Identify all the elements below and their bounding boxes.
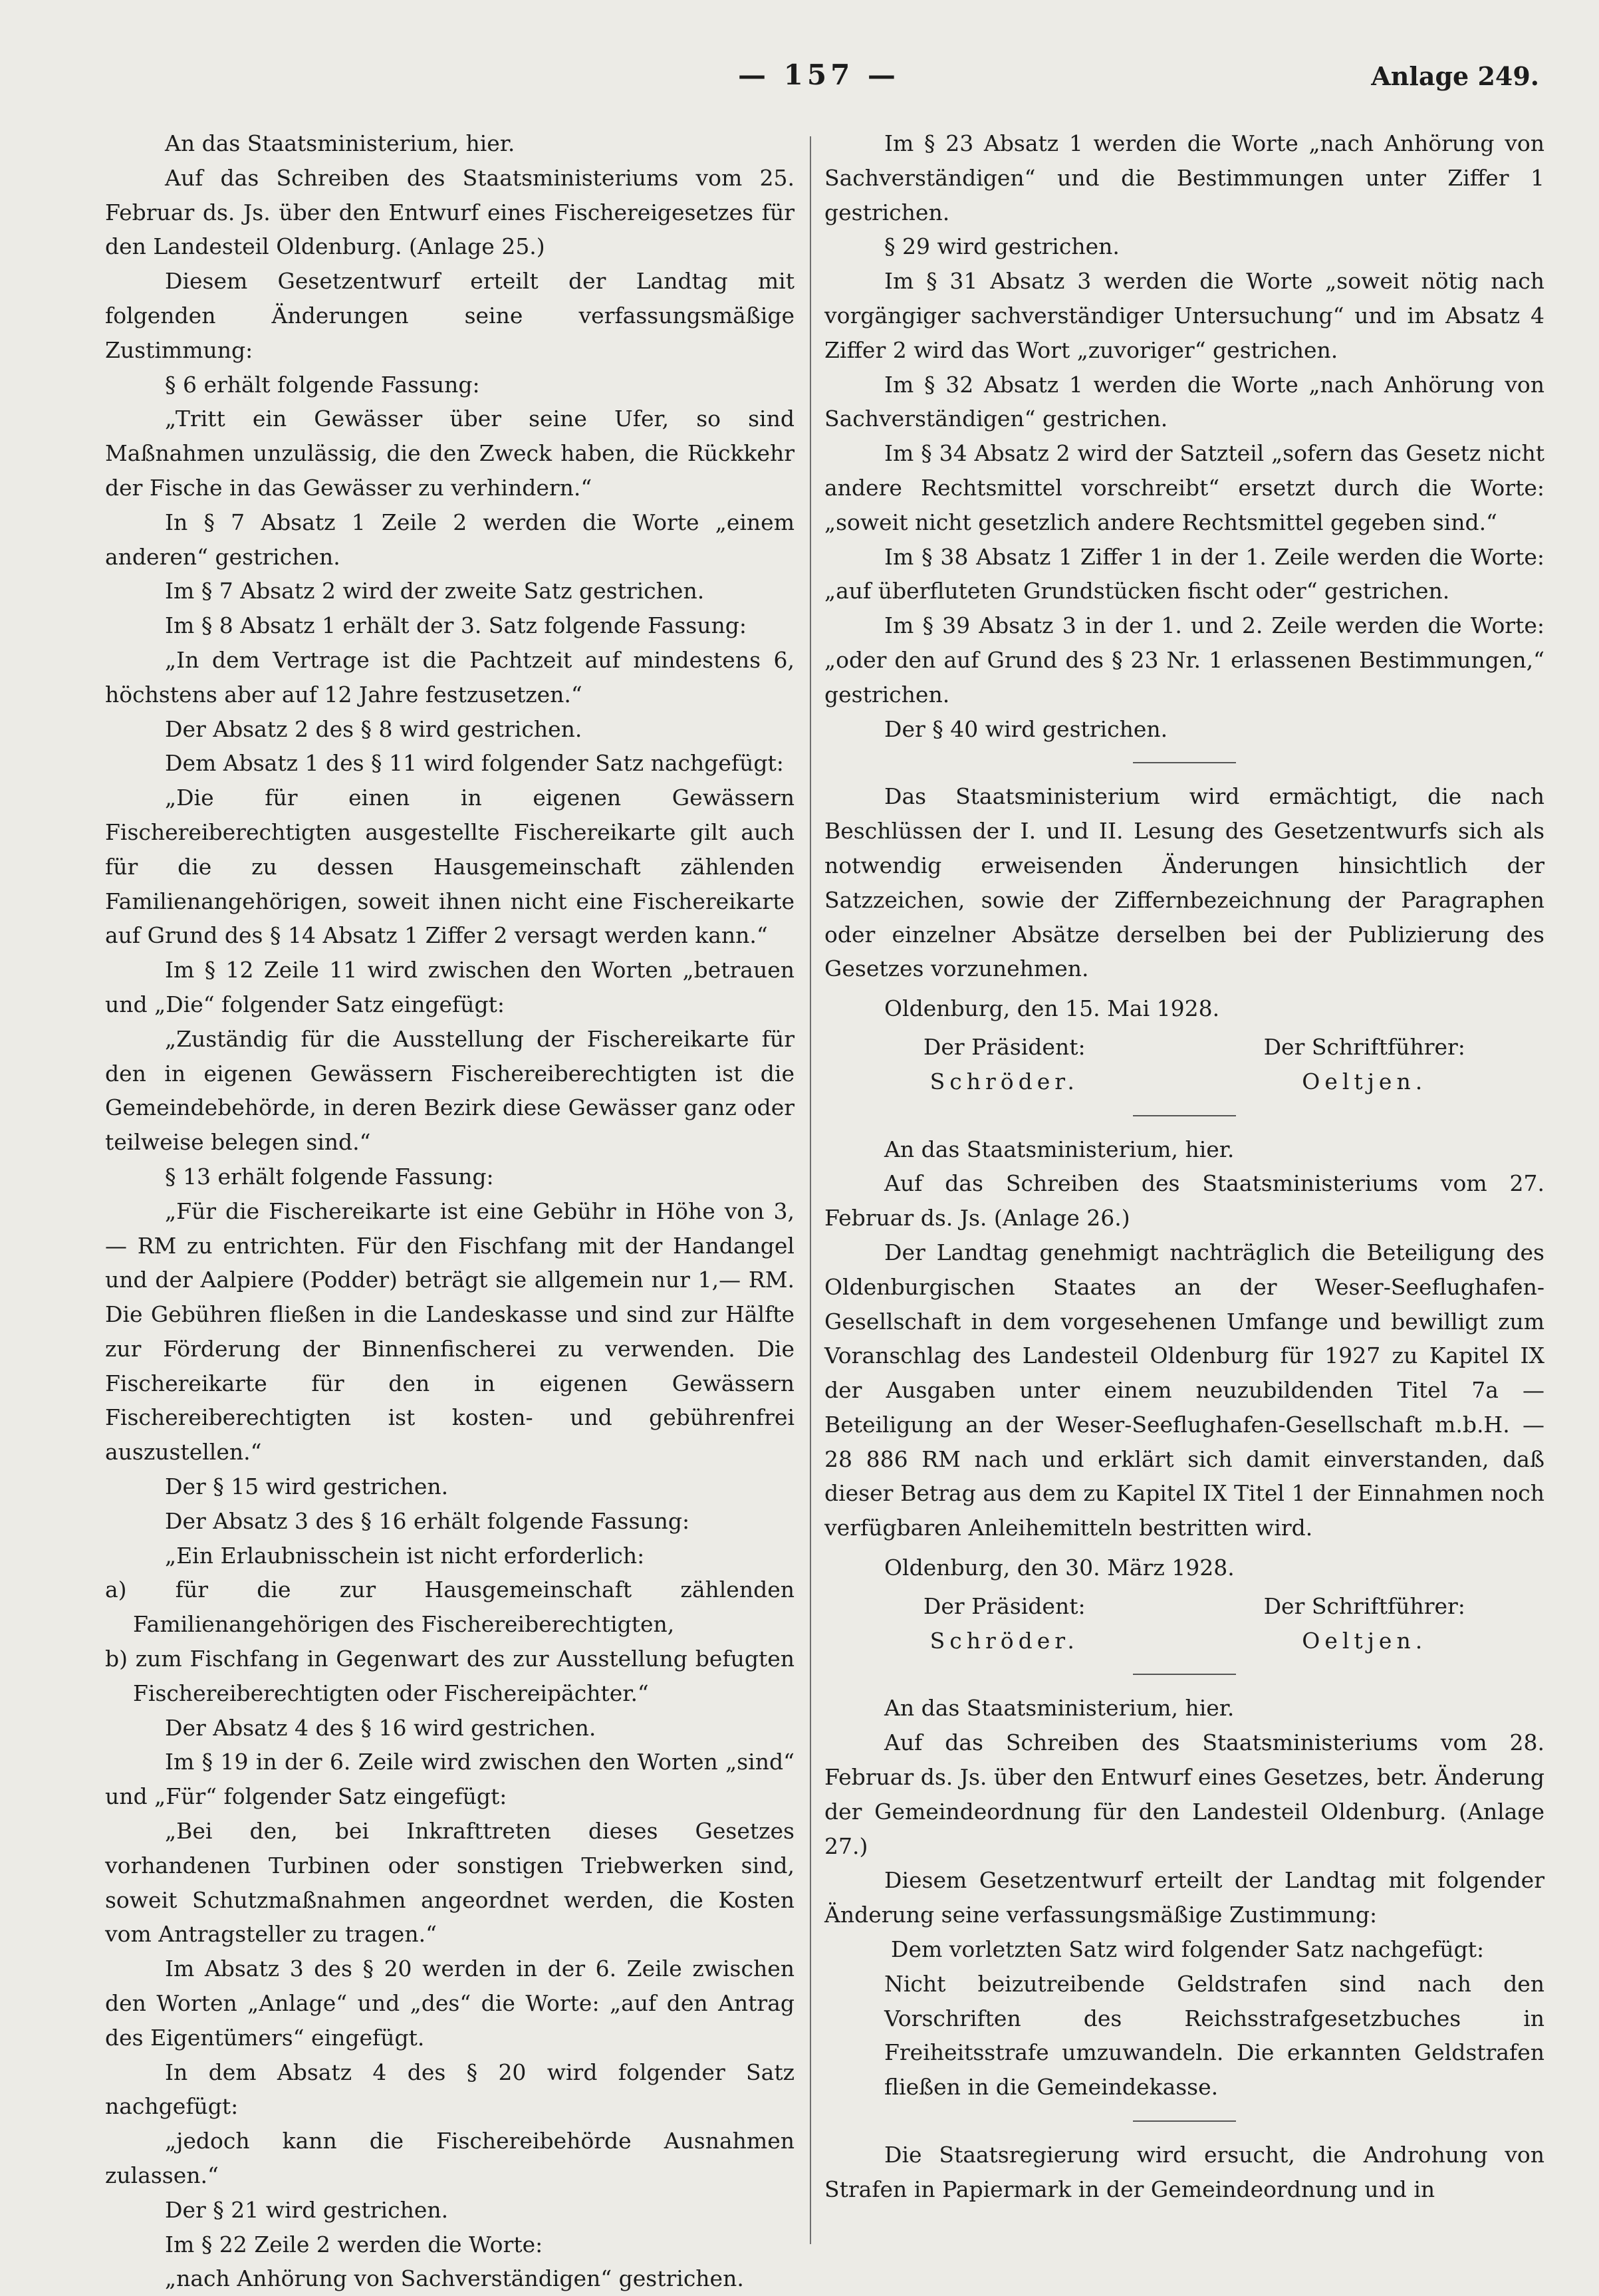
section-separator (1133, 1674, 1236, 1675)
paragraph: Der Landtag genehmigt nachträglich die Beteiligung des Oldenburgischen Staates an der Weser-Seeflughafen-Gesellschaft in dem vorgesehenen Umfange und bewilligt zum Voranschlag des Landesteil Oldenburg für 1927 zu Kapitel IX der Ausgaben unter einem neuzubildenden Titel 7a — Beteiligung an der Weser-Seeflughafen-Gesellschaft m.b.H. — 28 886 RM nach und erklärt sich damit einverstanden, daß dieser Betrag aus dem zu Kapitel IX Titel 1 der Einnahmen noch verfügbaren Anleihemitteln bestritten wird. (824, 1239, 1544, 1541)
quoted-text: „Bei den, bei Inkrafttreten dieses Gesetzes vorhandenen Turbinen oder sonstigen Triebwerken sind, soweit Schutzmaßnahmen angeordnet werden, die Kosten vom Antragsteller zu tragen.“ (105, 1818, 795, 1948)
paragraph: Der § 15 wird gestrichen. (165, 1473, 449, 1500)
quoted-text: „In dem Vertrage ist die Pachtzeit auf mindestens 6, höchstens aber auf 12 Jahre festzusetzen.“ (105, 646, 795, 707)
president-signature (842, 1030, 1166, 1099)
quoted-text: „Ein Erlaubnisschein ist nicht erforderlich: (165, 1542, 645, 1569)
page-header (0, 59, 1599, 105)
appendix-label: Anlage 249. (1371, 61, 1539, 91)
paragraph: In dem Absatz 4 des § 20 wird folgender Satz nachgefügt: (105, 2059, 795, 2120)
address-line: An das Staatsministerium, hier. (884, 1136, 1235, 1162)
list-item: a) für die zur Hausgemeinschaft zählenden Familienangehörigen des Fischereiberechtigten, (105, 1577, 795, 1638)
list-item: b) zum Fischfang in Gegenwart des zur Ausstellung befugten Fischereiberechtigten oder Fischereipächter.“ (105, 1646, 795, 1706)
paragraph: § 29 wird gestrichen. (884, 233, 1120, 260)
paragraph: Im § 7 Absatz 2 wird der zweite Satz gestrichen. (165, 578, 705, 604)
quoted-text: „jedoch kann die Fischereibehörde Ausnahmen zulassen.“ (105, 2128, 795, 2189)
left-column (105, 126, 795, 2296)
paragraph: Im § 19 in der 6. Zeile wird zwischen den Worten „sind“ und „Für“ folgender Satz eingefügt: (105, 1749, 795, 1810)
paragraph: Im § 22 Zeile 2 werden die Worte: (165, 2231, 543, 2257)
signature-block (824, 1589, 1544, 1658)
president-signature (842, 1589, 1166, 1658)
quoted-text: „Tritt ein Gewässer über seine Ufer, so sind Maßnahmen unzulässig, die den Zweck haben, die Rückkehr der Fische in das Gewässer zu verhindern.“ (105, 406, 795, 501)
paragraph: Der § 21 wird gestrichen. (165, 2196, 449, 2223)
paragraph: Das Staatsministerium wird ermächtigt, die nach Beschlüssen der I. und II. Lesung des Gesetzentwurfs sich als notwendig erweisenden Änderungen hinsichtlich der Satzzeichen, sowie der Ziffernbezeichnung der Paragraphen oder einzelner Absätze derselben bei der Publizierung des Gesetzes vorzunehmen. (824, 783, 1544, 982)
paragraph: Auf das Schreiben des Staatsministeriums vom 27. Februar ds. Js. (Anlage 26.) (824, 1170, 1544, 1231)
paragraph: Der Absatz 3 des § 16 erhält folgende Fassung: (165, 1507, 690, 1534)
address-line: An das Staatsministerium, hier. (884, 1695, 1235, 1722)
paragraph: Im § 23 Absatz 1 werden die Worte „nach Anhörung von Sachverständigen“ und die Bestimmungen unter Ziffer 1 gestrichen. (824, 130, 1544, 225)
quoted-text: „Zuständig für die Ausstellung der Fischereikarte für den in eigenen Gewässern Fischereiberechtigten ist die Gemeindebehörde, in deren Bezirk diese Gewässer ganz oder teilweise belegen sind.“ (105, 1025, 795, 1156)
place-date: Oldenburg, den 30. März 1928. (884, 1555, 1235, 1581)
president-label: Der Präsident: (923, 1593, 1086, 1619)
president-name: Schröder. (929, 1068, 1079, 1094)
page-number: — 157 — (738, 59, 900, 91)
signature-block (824, 1030, 1544, 1099)
paragraph: Auf das Schreiben des Staatsministeriums vom 25. Februar ds. Js. über den Entwurf eines Fischereigesetzes für den Landesteil Oldenburg. (Anlage 25.) (105, 164, 795, 260)
quoted-text: Nicht beizutreibende Geldstrafen sind nach den Vorschriften des Reichsstrafgesetzbuches in Freiheitsstrafe umzuwandeln. Die erkannten Geldstrafen fließen in die Gemeindekasse. (884, 1970, 1544, 2101)
paragraph: Diesem Gesetzentwurf erteilt der Landtag mit folgender Änderung seine verfassungsmäßige Zustimmung: (824, 1867, 1544, 1928)
paragraph: Der § 40 wird gestrichen. (884, 715, 1168, 742)
right-column (824, 126, 1544, 2207)
quoted-text: „Für die Fischereikarte ist eine Gebühr in Höhe von 3,— RM zu entrichten. Für den Fischfang mit der Handangel und der Aalpiere (Podder) beträgt sie allgemein nur 1,— RM. Die Gebühren fließen in die Landeskasse und sind zur Hälfte zur Förderung der Binnenfischerei zu verwenden. Die Fischereikarte für den in eigenen Gewässern Fischereiberechtigten ist kosten- und gebührenfrei auszustellen.“ (105, 1198, 795, 1466)
paragraph: Der Absatz 2 des § 8 wird gestrichen. (165, 715, 582, 742)
paragraph: Diesem Gesetzentwurf erteilt der Landtag mit folgenden Änderungen seine verfassungsmäßige Zustimmung: (105, 268, 795, 363)
secretary-label: Der Schriftführer: (1263, 1033, 1465, 1060)
paragraph: Dem Absatz 1 des § 11 wird folgender Satz nachgefügt: (165, 750, 784, 777)
secretary-name: Oeltjen. (1302, 1068, 1427, 1094)
column-divider (810, 136, 811, 2244)
paragraph: Im § 39 Absatz 3 in der 1. und 2. Zeile werden die Worte: „oder den auf Grund des § 23 Nr. 1 erlassenen Bestimmungen,“ gestrichen. (824, 612, 1544, 707)
secretary-label: Der Schriftführer: (1263, 1593, 1465, 1619)
paragraph: Der Absatz 4 des § 16 wird gestrichen. (165, 1714, 596, 1741)
quoted-text: „Die für einen in eigenen Gewässern Fischereiberechtigten ausgestellte Fischereikarte gilt auch für die zu dessen Hausgemeinschaft zählenden Familienangehörigen, soweit ihnen nicht eine Fischereikarte auf Grund des § 14 Absatz 1 Ziffer 2 versagt werden kann.“ (105, 785, 795, 949)
secretary-name: Oeltjen. (1302, 1627, 1427, 1654)
paragraph: Im § 8 Absatz 1 erhält der 3. Satz folgende Fassung: (165, 612, 747, 639)
paragraph: In § 7 Absatz 1 Zeile 2 werden die Worte „einem anderen“ gestrichen. (105, 509, 795, 570)
section-separator (1133, 1115, 1236, 1116)
paragraph: § 13 erhält folgende Fassung: (165, 1163, 494, 1190)
paragraph: Im § 38 Absatz 1 Ziffer 1 in der 1. Zeile werden die Worte: „auf überfluteten Grundstücken fischt oder“ gestrichen. (824, 543, 1544, 604)
paragraph: § 6 erhält folgende Fassung: (165, 371, 480, 398)
section-separator (1133, 2120, 1236, 2122)
secretary-signature (1203, 1589, 1527, 1658)
section-separator (1133, 762, 1236, 763)
place-date: Oldenburg, den 15. Mai 1928. (884, 995, 1220, 1022)
address-line: An das Staatsministerium, hier. (165, 130, 515, 156)
president-name: Schröder. (929, 1627, 1079, 1654)
paragraph: Im Absatz 3 des § 20 werden in der 6. Zeile zwischen den Worten „Anlage“ und „des“ die Worte: „auf den Antrag des Eigentümers“ eingefügt. (105, 1956, 795, 2051)
secretary-signature (1203, 1030, 1527, 1099)
paragraph: Im § 34 Absatz 2 wird der Satzteil „sofern das Gesetz nicht andere Rechtsmittel vorschreibt“ ersetzt durch die Worte: „soweit nicht gesetzlich andere Rechtsmittel gegeben sind.“ (824, 440, 1544, 535)
president-label: Der Präsident: (923, 1033, 1086, 1060)
quoted-text: „nach Anhörung von Sachverständigen“ gestrichen. (165, 2265, 744, 2292)
paragraph: Die Staatsregierung wird ersucht, die Androhung von Strafen in Papiermark in der Gemeindeordnung und in (824, 2142, 1544, 2202)
paragraph: Auf das Schreiben des Staatsministeriums vom 28. Februar ds. Js. über den Entwurf eines Gesetzes, betr. Änderung der Gemeindeordnung für den Landesteil Oldenburg. (Anlage 27.) (824, 1729, 1544, 1859)
paragraph: Im § 32 Absatz 1 werden die Worte „nach Anhörung von Sachverständigen“ gestrichen. (824, 371, 1544, 432)
paragraph: Dem vorletzten Satz wird folgender Satz nachgefügt: (891, 1936, 1485, 1963)
paragraph: Im § 12 Zeile 11 wird zwischen den Worten „betrauen und „Die“ folgender Satz eingefügt: (105, 957, 795, 1017)
paragraph: Im § 31 Absatz 3 werden die Worte „soweit nötig nach vorgängiger sachverständiger Untersuchung“ und im Absatz 4 Ziffer 2 wird das Wort „zuvoriger“ gestrichen. (824, 268, 1544, 363)
